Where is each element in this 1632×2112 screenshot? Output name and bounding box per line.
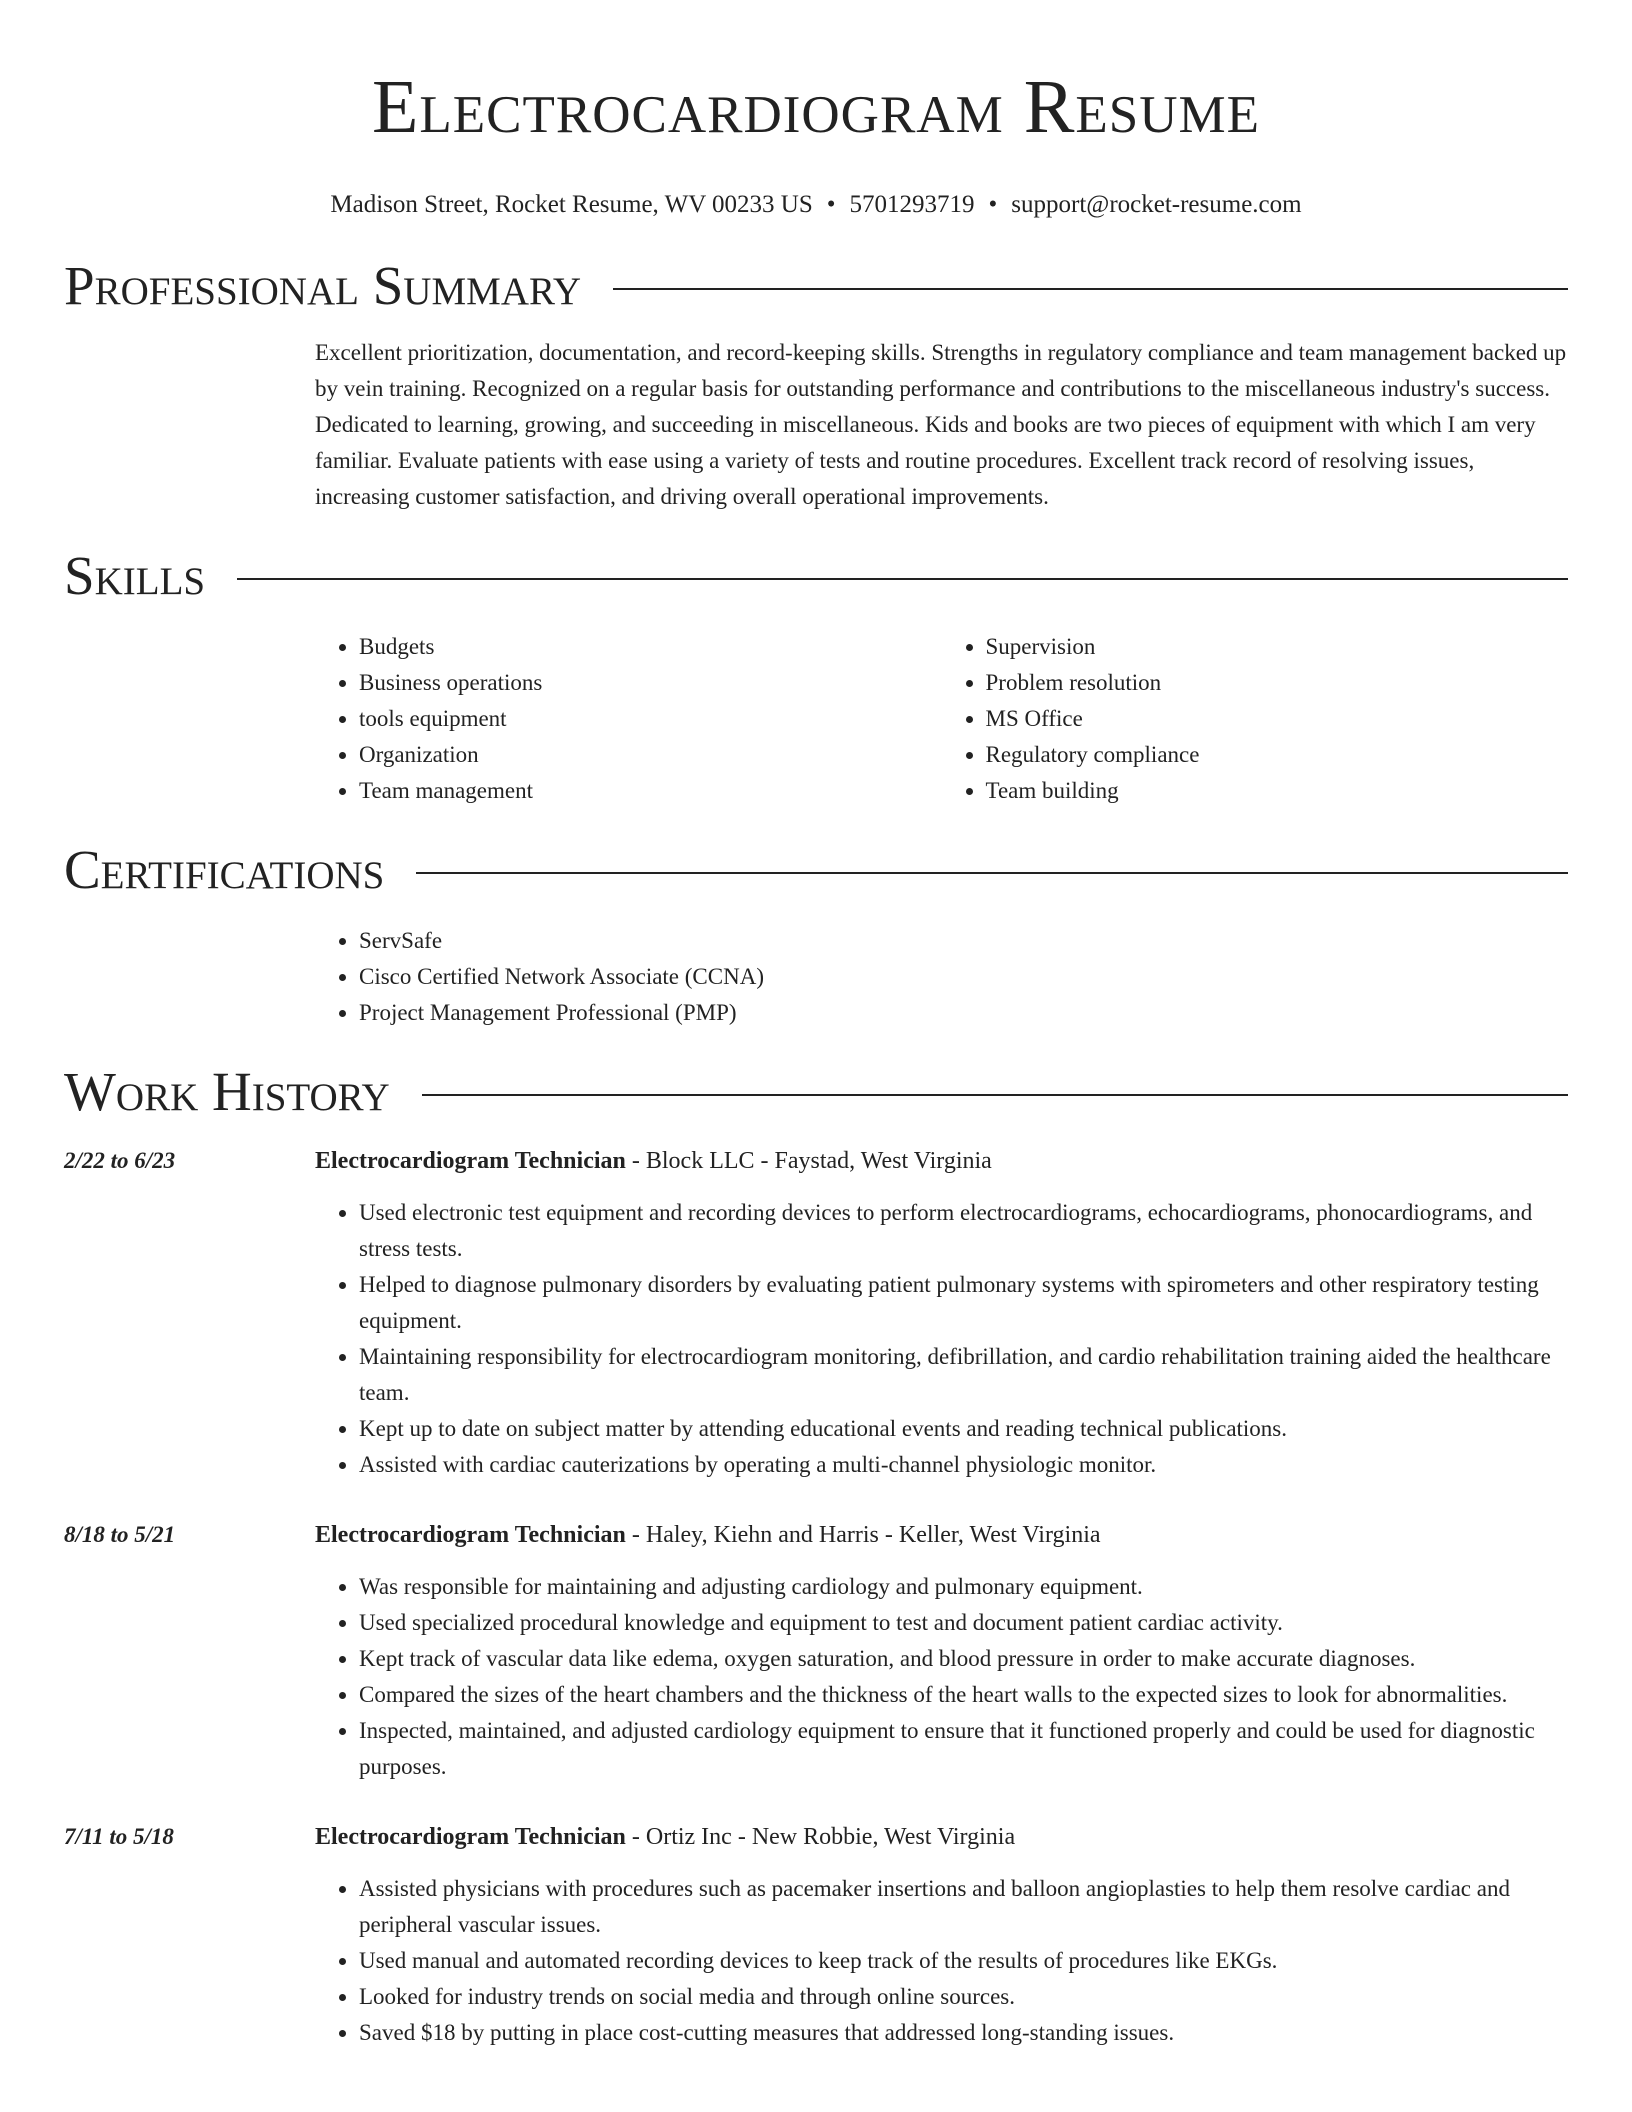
job-bullet: • Assisted physicians with procedures such as pacemaker insertions and balloon angioplasties to help them resolve cardiac and peripheral vascular issues. <box>359 1871 1568 1943</box>
skill-item: • Organization <box>359 737 942 773</box>
job-header <box>64 1143 1568 1179</box>
section-work-header <box>64 1059 1568 1125</box>
job-entry <box>64 1143 1568 1483</box>
summary-block <box>315 335 1568 515</box>
skills-list-left <box>315 629 942 809</box>
section-work-title: Work History <box>64 1061 390 1122</box>
skill-item: • Team management <box>359 773 942 809</box>
job-bullet: • Used manual and automated recording devices to keep track of the results of procedures like EKGs. <box>359 1943 1568 1979</box>
section-skills-header <box>64 543 1568 609</box>
skill-item: • Supervision <box>986 629 1569 665</box>
contact-phone: 5701293719 <box>849 191 975 218</box>
job-bullet: • Assisted with cardiac cauterizations by operating a multi-channel physiologic monitor. <box>359 1447 1568 1483</box>
certifications-block <box>315 923 1568 1031</box>
job-title: Electrocardiogram Technician <box>315 1148 626 1174</box>
job-header <box>64 1819 1568 1855</box>
job-bullet: • Used electronic test equipment and recording devices to perform electrocardiograms, echocardiograms, phonocardiograms, and stress tests. <box>359 1195 1568 1267</box>
job-bullet: • Looked for industry trends on social media and through online sources. <box>359 1979 1568 2015</box>
section-summary-title: Professional Summary <box>64 255 582 316</box>
job-header <box>64 1517 1568 1553</box>
job-bullet: • Saved $18 by putting in place cost-cutting measures that addressed long-standing issues. <box>359 2015 1568 2051</box>
skill-item: • Business operations <box>359 665 942 701</box>
skill-item: • tools equipment <box>359 701 942 737</box>
skills-block <box>315 629 1568 809</box>
job-bullet: • Maintaining responsibility for electrocardiogram monitoring, defibrillation, and cardio rehabilitation training aided the healthcare team. <box>359 1339 1568 1411</box>
job-title-line <box>315 1143 992 1179</box>
job-employer: - Haley, Kiehn and Harris - Keller, West Virginia <box>625 1522 1101 1548</box>
skill-item: • Team building <box>986 773 1569 809</box>
contact-address: Madison Street, Rocket Resume, WV 00233 US <box>330 191 813 218</box>
section-summary-header <box>64 253 1568 319</box>
certification-item: • ServSafe <box>359 923 1568 959</box>
certification-item: • Project Management Professional (PMP) <box>359 995 1568 1031</box>
skill-item: • MS Office <box>986 701 1569 737</box>
contact-line <box>64 190 1568 220</box>
section-divider <box>416 872 1568 874</box>
resume-page <box>64 0 1568 2051</box>
job-bullets <box>315 1195 1568 1483</box>
skill-item: • Problem resolution <box>986 665 1569 701</box>
contact-separator: • <box>826 191 836 218</box>
job-employer: - Block LLC - Faystad, West Virginia <box>625 1148 992 1174</box>
job-bullet: • Compared the sizes of the heart chambers and the thickness of the heart walls to the expected sizes to look for abnormalities. <box>359 1677 1568 1713</box>
contact-separator: • <box>988 191 998 218</box>
section-skills-title: Skills <box>64 545 206 606</box>
job-dates: 8/18 to 5/21 <box>64 1522 176 1547</box>
section-divider <box>422 1094 1568 1096</box>
summary-text: Excellent prioritization, documentation, and record-keeping skills. Strengths in regulatory compliance and team management backed up by vein training. Recognized on a regular basis for outstanding performance and contributions to the miscellaneous industry's success. Dedicated to learning, growing, and succeeding in miscellaneous. Kids and books are two pieces of equipment with which I am very familiar. Evaluate patients with ease using a variety of tests and routine procedures. Excellent track record of resolving issues, increasing customer satisfaction, and driving overall operational improvements. <box>315 340 1567 509</box>
job-bullet: • Kept up to date on subject matter by attending educational events and reading technical publications. <box>359 1411 1568 1447</box>
section-certifications-header <box>64 837 1568 903</box>
section-divider <box>613 288 1568 290</box>
job-bullets <box>315 1871 1568 2051</box>
job-entry <box>64 1517 1568 1785</box>
section-certifications-title: Certifications <box>64 839 385 900</box>
skill-item: • Regulatory compliance <box>986 737 1569 773</box>
job-title: Electrocardiogram Technician <box>315 1824 626 1850</box>
job-bullet: • Used specialized procedural knowledge and equipment to test and document patient cardiac activity. <box>359 1605 1568 1641</box>
job-bullets <box>315 1569 1568 1785</box>
job-bullet: • Kept track of vascular data like edema, oxygen saturation, and blood pressure in order to make accurate diagnoses. <box>359 1641 1568 1677</box>
skill-item: • Budgets <box>359 629 942 665</box>
job-employer: - Ortiz Inc - New Robbie, West Virginia <box>625 1824 1016 1850</box>
job-entry <box>64 1819 1568 2051</box>
job-bullet: • Inspected, maintained, and adjusted cardiology equipment to ensure that it functioned properly and could be used for diagnostic purposes. <box>359 1713 1568 1785</box>
certification-item: • Cisco Certified Network Associate (CCNA) <box>359 959 1568 995</box>
job-dates: 2/22 to 6/23 <box>64 1148 176 1173</box>
job-bullet: • Helped to diagnose pulmonary disorders by evaluating patient pulmonary systems with spirometers and other respiratory testing equipment. <box>359 1267 1568 1339</box>
job-dates: 7/11 to 5/18 <box>64 1824 174 1849</box>
contact-email: support@rocket-resume.com <box>1011 191 1302 218</box>
section-divider <box>237 578 1568 580</box>
job-title-line <box>315 1517 1101 1553</box>
skills-list-right <box>942 629 1569 809</box>
job-title-line <box>315 1819 1015 1855</box>
resume-name: Electrocardiogram Resume <box>371 65 1261 149</box>
job-bullet: • Was responsible for maintaining and adjusting cardiology and pulmonary equipment. <box>359 1569 1568 1605</box>
job-title: Electrocardiogram Technician <box>315 1522 626 1548</box>
certifications-list <box>315 923 1568 1031</box>
